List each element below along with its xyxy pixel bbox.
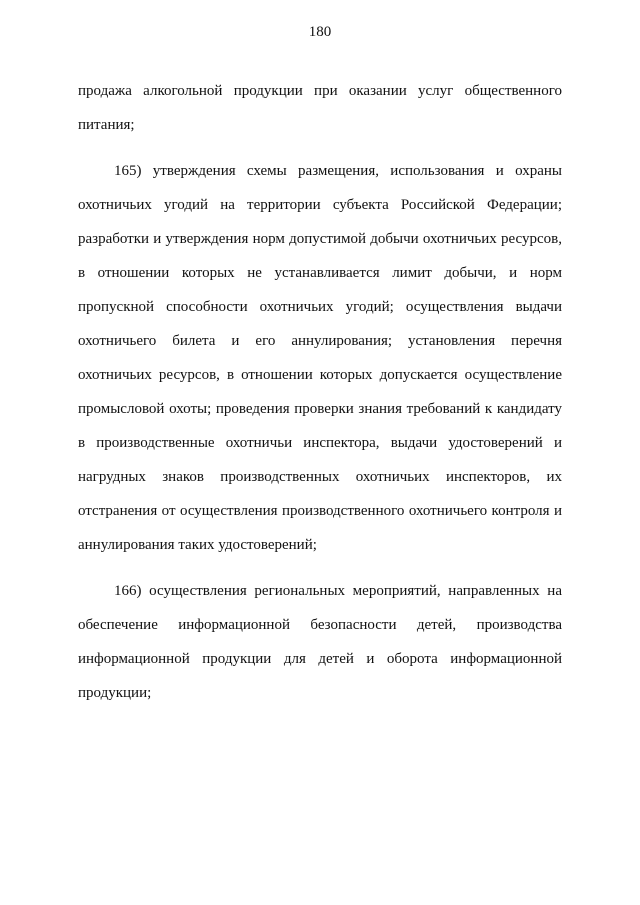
text-line: разработки и утверждения норм допустимой добычи охотничьих ресурсов, [78,231,562,247]
text-line: пропускной способности охотничьих угодий; осуществления выдачи [78,299,562,315]
text-line: нагрудных знаков производственных охотничьих инспекторов, их [78,469,562,485]
text-line: охотничьих угодий на территории субъекта Российской Федерации; [78,197,562,213]
text-line: охотничьего билета и его аннулирования; установления перечня [78,333,562,349]
text-line: аннулирования таких удостоверений; [78,537,317,553]
text-line: обеспечение информационной безопасности детей, производства [78,617,562,633]
text-line: продукции; [78,685,152,701]
text-line: отстранения от осуществления производственного охотничьего контроля и [78,503,562,519]
paragraph-continuation [78,74,562,142]
paragraph-item-165 [78,154,562,562]
text-line: продажа алкогольной продукции при оказании услуг общественного [78,83,562,99]
text-line: в отношении которых не устанавливается лимит добычи, и норм [78,265,562,281]
text-line: питания; [78,117,135,133]
document-body [78,74,562,710]
paragraph-item-166 [78,574,562,710]
page-number: 180 [308,24,332,40]
text-line: 165) утверждения схемы размещения, использования и охраны [114,163,562,179]
text-line: информационной продукции для детей и оборота информационной [78,651,562,667]
text-line: 166) осуществления региональных мероприятий, направленных на [114,583,562,599]
text-line: промысловой охоты; проведения проверки знания требований к кандидату [78,401,562,417]
text-line: в производственные охотничьи инспектора, выдачи удостоверений и [78,435,562,451]
text-line: охотничьих ресурсов, в отношении которых допускается осуществление [78,367,562,383]
